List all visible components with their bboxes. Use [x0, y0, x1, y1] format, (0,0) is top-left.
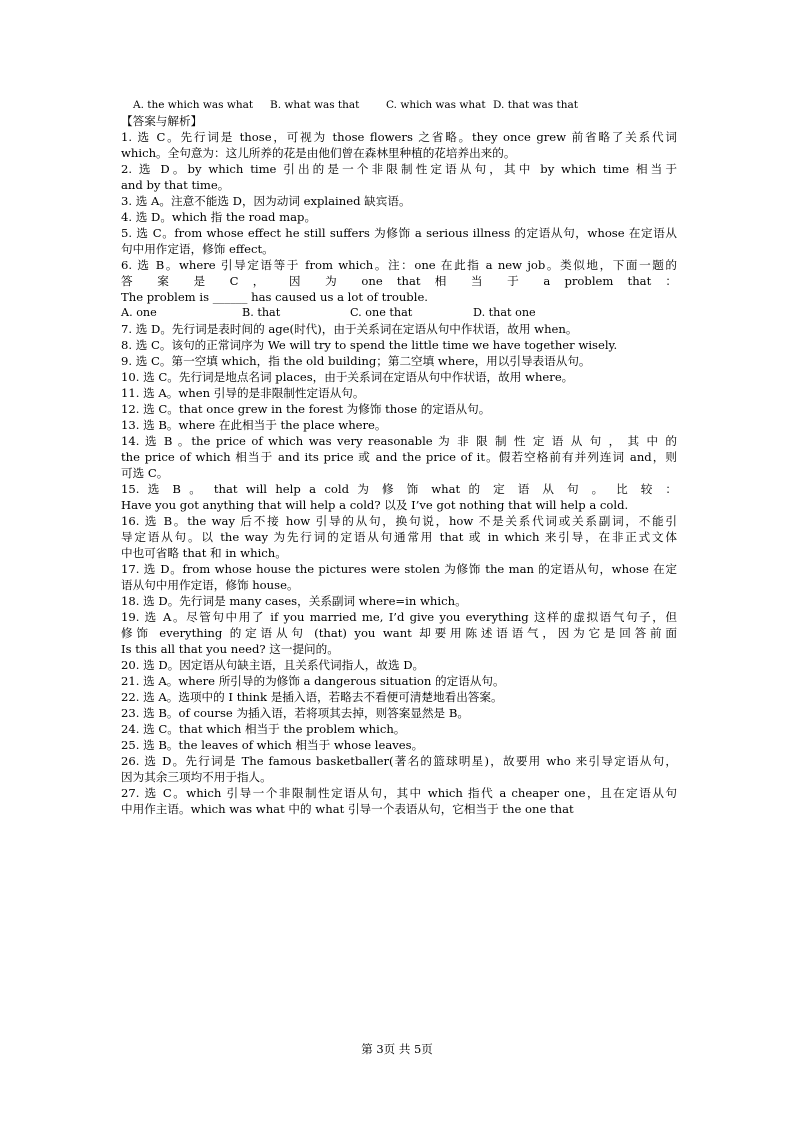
answer-line: The problem is ______ has caused us a lot of trouble. — [121, 290, 428, 304]
answer-line: 16. 选 B。the way 后不接 how 引导的从句，换句说，how 不是关系代词或关系副词，不能引 — [121, 514, 677, 528]
answer-line: 18. 选 D。先行词是 many cases，关系副词 where=in which。 — [121, 594, 467, 608]
answer-lines — [121, 129, 677, 817]
answer-line: 9. 选 C。第一空填 which，指 the old building；第二空填 where，用以引导表语从句。 — [121, 354, 591, 368]
option-a: A. the which was what — [133, 99, 254, 111]
answer-line: 12. 选 C。that once grew in the forest 为修饰 those 的定语从句。 — [121, 402, 491, 416]
answer-line: 15. 选 B 。 that will help a cold 为 修 饰 what 的 定 语 从 句 。 比 较 ： — [121, 482, 677, 496]
answer-line: 5. 选 C。from whose effect he still suffers 为修饰 a serious illness 的定语从句，whose 在定语从 — [121, 226, 677, 240]
answer-line: 可选 C。 — [121, 466, 169, 480]
answer-line: Is this all that you need? 这一提问的。 — [121, 642, 339, 656]
page-content — [121, 98, 677, 817]
answer-line: 19. 选 A。尽管句中用了 if you married me, I’d give you everything 这样的虚拟语气句子，但 — [121, 610, 677, 624]
answer-line: 26. 选 D。先行词是 The famous basketballer(著名的篮球明星)，故要用 who 来引导定语从句， — [121, 754, 677, 768]
answer-line: 11. 选 A。when 引导的是非限制性定语从句。 — [121, 386, 365, 400]
answer-line: 修饰 everything 的定语从句 (that) you want 却要用陈述语语气，因为它是回答前面 — [121, 626, 677, 640]
answer-line: the price of which 相当于 and its price 或 and the price of it。假若空格前有并列连词 and，则 — [121, 450, 677, 464]
answer-line: 中用作主语。which was what 中的 what 引导一个表语从句，它相当于 the one that — [121, 802, 574, 816]
answer-line: 4. 选 D。which 指 the road map。 — [121, 210, 317, 224]
answer-line: 答 案 是 C ， 因 为 one that 相 当 于 a problem that ： — [121, 274, 677, 288]
answer-line: 22. 选 A。选项中的 I think 是插入语，若略去不看便可清楚地看出答案。 — [121, 690, 503, 704]
answer-line: Have you got anything that will help a cold? 以及 I’ve got nothing that will help a cold. — [121, 498, 629, 512]
answer-line: 14. 选 B 。the price of which was very reasonable 为 非 限 制 性 定 语 从 句 ， 其 中 的 — [121, 434, 677, 448]
answer-line: 导定语从句。以 the way 为先行词的定语从句通常用 that 或 in which 来引导，在非正式文体 — [121, 530, 677, 544]
answers-heading: 【答案与解析】 — [121, 114, 203, 128]
inline-option: A. one — [121, 306, 157, 319]
answer-line: 因为其余三项均不用于指人。 — [121, 770, 272, 784]
question-options — [121, 98, 677, 113]
inline-option: C. one that — [350, 306, 413, 319]
answer-line: and by that time。 — [121, 178, 230, 192]
inline-option: D. that one — [473, 306, 536, 319]
page-footer: 第 3页 共 5页 — [361, 1042, 433, 1056]
inline-option: B. that — [242, 306, 281, 319]
answer-line: 6. 选 B。where 引导定语等于 from which。注：one 在此指 a new job。类似地，下面一题的 — [121, 258, 677, 272]
answer-line: 25. 选 B。the leaves of which 相当于 whose leaves。 — [121, 738, 424, 752]
answer-line: 21. 选 A。where 所引导的为修饰 a dangerous situation 的定语从句。 — [121, 674, 505, 688]
answer-line: 20. 选 D。因定语从句缺主语，且关系代词指人，故选 D。 — [121, 658, 425, 672]
answer-line: 23. 选 B。of course 为插入语，若将项其去掉，则答案显然是 B。 — [121, 706, 469, 720]
answer-line: 3. 选 A。注意不能选 D，因为动词 explained 缺宾语。 — [121, 194, 411, 208]
answer-line: 2. 选 D。by which time 引出的是一个非限制性定语从句，其中 by which time 相当于 — [121, 162, 677, 176]
answer-line: 13. 选 B。where 在此相当于 the place where。 — [121, 418, 387, 432]
answer-line: 8. 选 C。该句的正常词序为 We will try to spend the little time we have together wisely. — [121, 338, 618, 352]
answer-line: 句中用作定语，修饰 effect。 — [121, 242, 274, 256]
answer-line: 7. 选 D。先行词是表时间的 age(时代)，由于关系词在定语从句中作状语，故用 when。 — [121, 322, 578, 336]
answer-line: which。全句意为：这儿所养的花是由他们曾在森林里种植的花培养出来的。 — [121, 146, 516, 160]
option-d: D. that was that — [493, 99, 578, 111]
answer-line: 中也可省略 that 和 in which。 — [121, 546, 287, 560]
answer-line: 语从句中用作定语，修饰 house。 — [121, 578, 299, 592]
option-b: B. what was that — [270, 99, 360, 111]
answer-line: 1. 选 C。先行词是 those，可视为 those flowers 之省略。they once grew 前省略了关系代词 — [121, 130, 677, 144]
answer-line: 10. 选 C。先行词是地点名词 places，由于关系词在定语从句中作状语，故用 where。 — [121, 370, 574, 384]
answer-line: 24. 选 C。that which 相当于 the problem which。 — [121, 722, 406, 736]
inline-options — [121, 305, 677, 321]
answer-line: 17. 选 D。from whose house the pictures were stolen 为修饰 the man 的定语从句，whose 在定 — [121, 562, 677, 576]
answer-line: 27. 选 C。which 引导一个非限制性定语从句，其中 which 指代 a cheaper one，且在定语从句 — [121, 786, 677, 800]
option-c: C. which was what — [386, 99, 486, 111]
